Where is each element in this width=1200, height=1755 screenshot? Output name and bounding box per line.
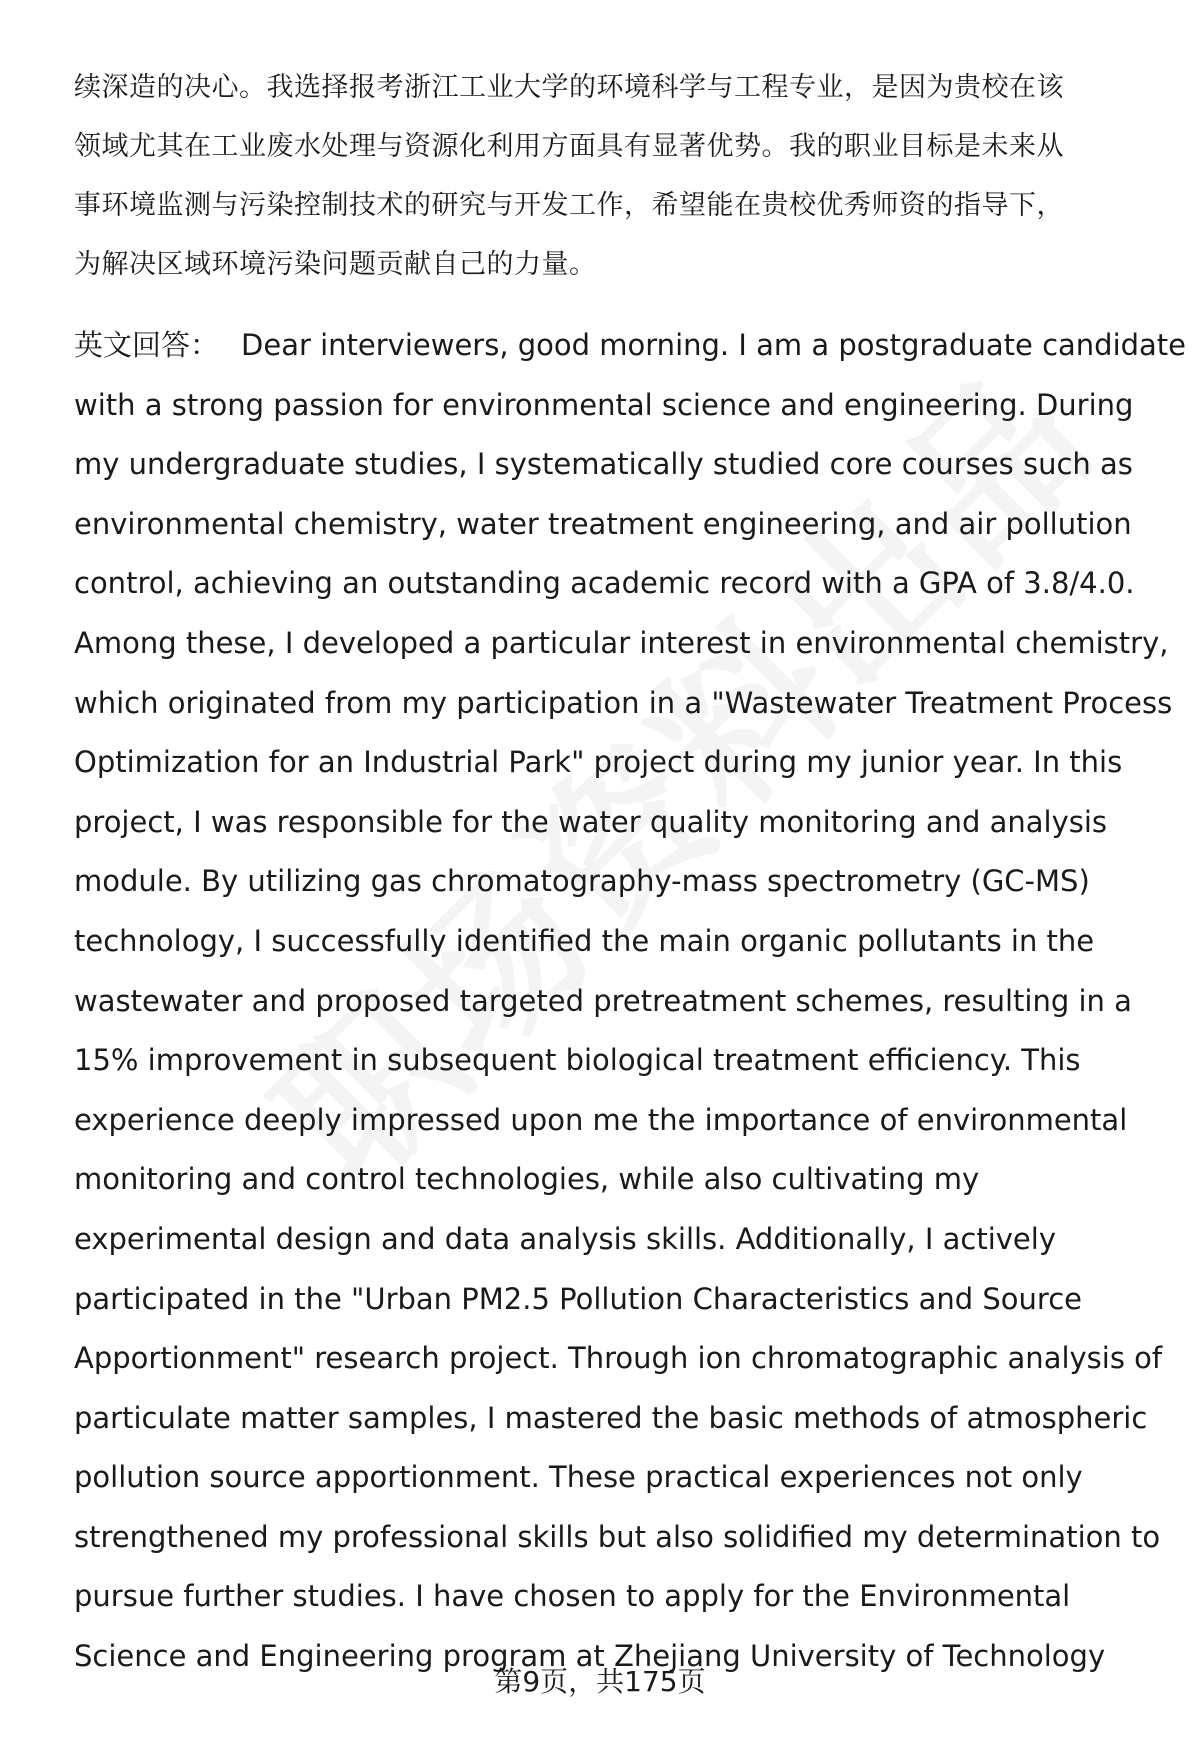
english-line: experimental design and data analysis skills. Additionally, I actively [74,1221,1056,1256]
english-line: environmental chemistry, water treatment engineering, and air pollution [74,506,1132,541]
english-line: module. By utilizing gas chromatography-mass spectrometry (GC-MS) [74,864,1090,899]
english-line: my undergraduate studies, I systematically studied core courses such as [74,447,1133,482]
english-answer-label: 英文回答： [74,328,220,362]
english-line: pollution source apportionment. These practical experiences not only [74,1460,1083,1495]
english-line: which originated from my participation in a "Wastewater Treatment Process [74,685,1173,720]
english-line: monitoring and control technologies, while also cultivating my [74,1162,980,1197]
english-line: technology, I successfully identified the main organic pollutants in the [74,923,1095,958]
page-number-footer: 第9页，共175页 [494,1665,706,1698]
english-line-first [74,316,1187,376]
english-line: participated in the "Urban PM2.5 Pollution Characteristics and Source [74,1281,1083,1316]
english-line: control, achieving an outstanding academic record with a GPA of 3.8/4.0. [74,566,1135,601]
english-line: particulate matter samples, I mastered the basic methods of atmospheric [74,1400,1148,1435]
english-line: Science and Engineering program at Zhejiang University of Technology [74,1639,1106,1674]
english-line: Among these, I developed a particular interest in environmental chemistry, [74,625,1169,660]
english-line: experience deeply impressed upon me the importance of environmental [74,1102,1128,1137]
english-line: wastewater and proposed targeted pretreatment schemes, resulting in a [74,983,1132,1018]
english-line: Optimization for an Industrial Park" project during my junior year. In this [74,745,1123,780]
chinese-paragraph [74,58,1144,294]
chinese-line: 领域尤其在工业废水处理与资源化利用方面具有显著优势。我的职业目标是未来从 [74,131,1064,162]
english-line: Apportionment" research project. Through ion chromatographic analysis of [74,1341,1163,1376]
english-line-text: Dear interviewers, good morning. I am a postgraduate candidate [241,328,1187,362]
english-line: strengthened my professional skills but also solidified my determination to [74,1519,1161,1554]
chinese-line: 为解决区域环境污染问题贡献自己的力量。 [74,249,597,280]
chinese-line: 续深造的决心。我选择报考浙江工业大学的环境科学与工程专业，是因为贵校在该 [74,72,1064,103]
chinese-line: 事环境监测与污染控制技术的研究与开发工作，希望能在贵校优秀师资的指导下， [74,190,1064,221]
english-line: 15% improvement in subsequent biological treatment efficiency. This [74,1043,1081,1078]
english-line: with a strong passion for environmental science and engineering. During [74,387,1134,422]
english-line: project, I was responsible for the water quality monitoring and analysis [74,804,1108,839]
english-line: pursue further studies. I have chosen to apply for the Environmental [74,1579,1071,1614]
english-answer-paragraph [74,316,1187,1687]
